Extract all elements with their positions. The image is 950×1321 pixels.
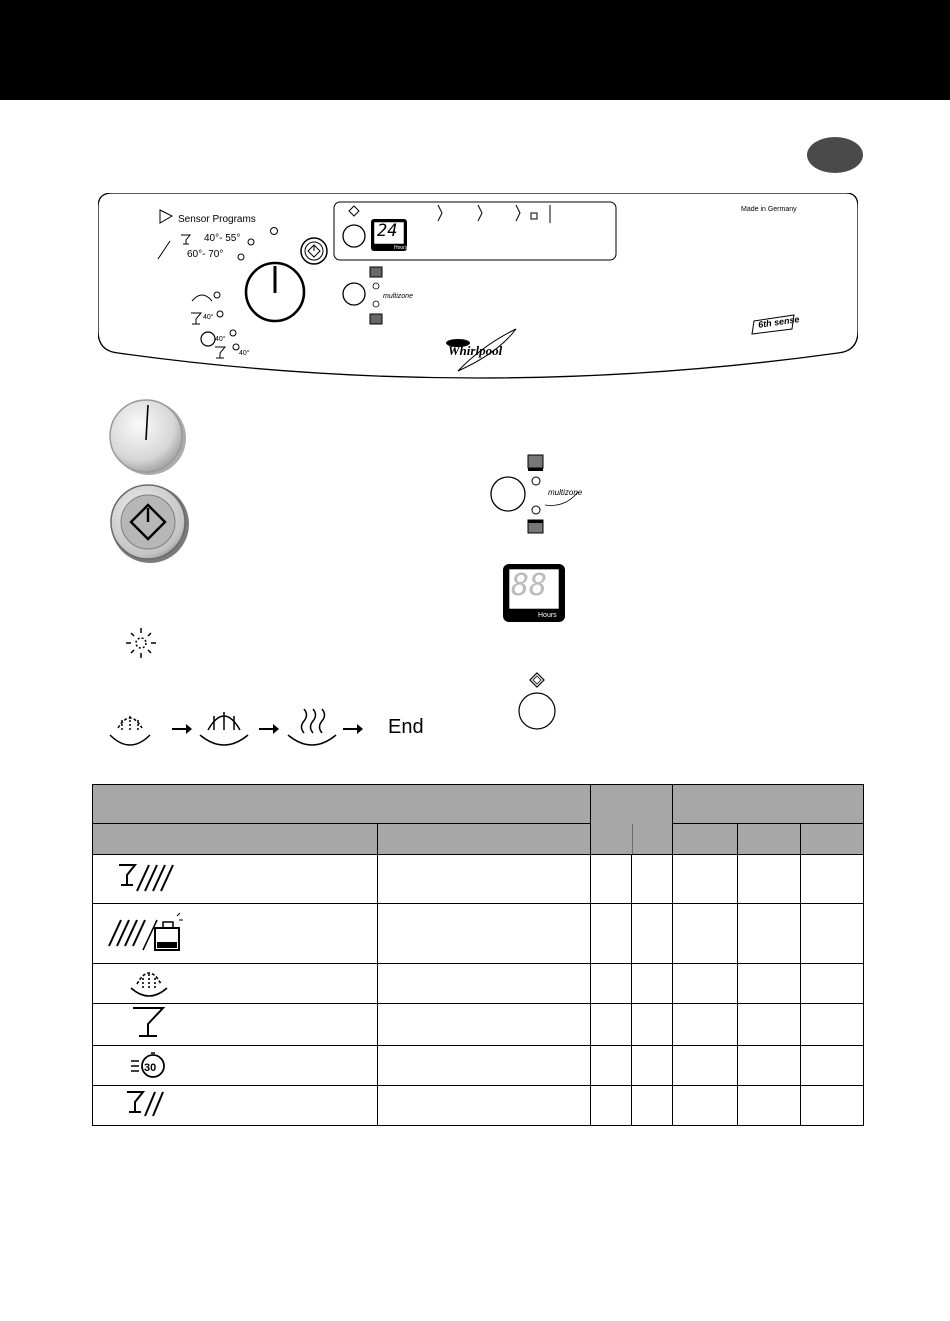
program-table	[92, 784, 864, 1126]
program-temp-40-b: 40°	[215, 336, 226, 343]
panel-display-digits: 24	[377, 221, 398, 241]
header-symbol	[93, 824, 378, 855]
header-consumption	[673, 785, 864, 824]
panel-display-unit: Hours	[394, 245, 408, 251]
blinking-light-icon	[126, 628, 156, 658]
table-row	[93, 1004, 864, 1046]
table-row	[93, 855, 864, 904]
table-row	[93, 904, 864, 964]
end-label: End	[388, 716, 424, 738]
wash-phase-icon	[200, 712, 248, 745]
header-program	[93, 785, 591, 824]
cocktail-glass-icon	[129, 1004, 169, 1040]
sensor-programs-label: Sensor Programs	[178, 214, 256, 225]
table-row	[93, 1086, 864, 1126]
prewash-spray-icon	[129, 964, 169, 998]
header-duration	[591, 785, 673, 824]
prewash-phase-icon	[110, 716, 150, 745]
header-water	[673, 824, 738, 855]
header-energy	[738, 824, 801, 855]
plates-and-pot-icon	[105, 906, 195, 956]
program-temp-60-70: 60°- 70°	[187, 249, 224, 260]
svg-text:30: 30	[144, 1062, 157, 1074]
brand-logo: Whirlpool	[448, 343, 503, 358]
program-temp-40-55: 40°- 55°	[204, 233, 241, 244]
program-temp-40-c: 40°	[239, 350, 250, 357]
panel-multizone-label: multizone	[383, 293, 413, 300]
header-description	[378, 824, 591, 855]
glass-and-plates-icon	[105, 859, 185, 895]
multizone-label: multizone	[548, 488, 583, 497]
header-time	[801, 824, 864, 855]
table-row	[93, 964, 864, 1004]
header-duration-sub	[591, 824, 673, 855]
program-temp-40-a: 40°	[203, 314, 214, 321]
sense-badge: 6th sense	[757, 314, 801, 330]
rapid-30-icon	[129, 1047, 169, 1079]
dry-phase-icon	[288, 709, 336, 745]
glass-and-plate-icon	[123, 1086, 173, 1120]
display-unit: Hours	[538, 612, 557, 619]
display-digits: 88	[511, 568, 548, 603]
made-in-label: Made in Germany	[741, 206, 797, 213]
table-row	[93, 1046, 864, 1086]
